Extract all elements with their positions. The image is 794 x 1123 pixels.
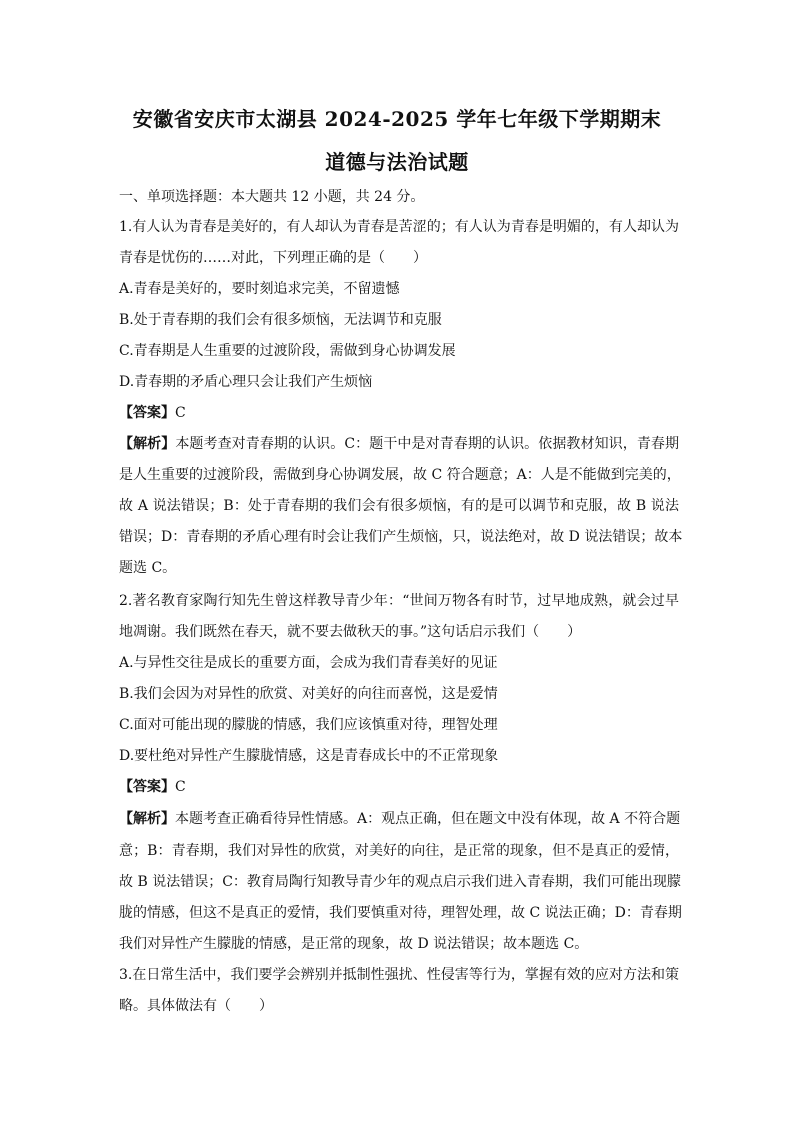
question-1-analysis-line3: 故 A 说法错误；B：处于青春期的我们会有很多烦恼，有的是可以调节和克服，故 B 说法 [119, 498, 679, 514]
question-2-analysis-line1 [119, 810, 679, 828]
answer-label: 【答案】 [119, 779, 175, 795]
question-1-analysis-line1 [119, 435, 679, 453]
analysis-text: 本题考查对青春期的认识。C：题干中是对青春期的认识。依据教材知识，青春期 [175, 436, 679, 452]
answer-value: C [175, 779, 186, 795]
question-1-option-a: A.青春是美好的，要时刻追求完美，不留遗憾 [119, 281, 400, 297]
question-2-stem-line1: 2.著名教育家陶行知先生曾这样教导青少年：“世间万物各有时节，过早地成熟，就会过早 [119, 593, 679, 609]
question-2-analysis-line4: 胧的情感，但这不是真正的爱情，我们要慎重对待，理智处理，故 C 说法正确；D：青春期 [119, 905, 682, 921]
question-2-option-a: A.与异性交往是成长的重要方面，会成为我们青春美好的见证 [119, 655, 498, 671]
answer-label: 【答案】 [119, 405, 175, 421]
question-2-analysis-line2: 意；B：青春期，我们对异性的欣赏，对美好的向往，是正常的现象，但不是真正的爱情， [119, 843, 679, 859]
answer-value: C [175, 405, 186, 421]
question-2-answer [119, 778, 679, 796]
question-1-stem-line1: 1.有人认为青春是美好的，有人却认为青春是苦涩的；有人认为青春是明媚的，有人却认为 [119, 219, 679, 235]
analysis-label: 【解析】 [119, 436, 176, 452]
question-2-analysis-line3: 故 B 说法错误；C：教育局陶行知教导青少年的观点启示我们进入青春期，我们可能出现朦 [119, 874, 681, 890]
question-2-option-b: B.我们会因为对异性的欣赏、对美好的向往而喜悦，这是爱情 [119, 686, 498, 702]
question-2-analysis-line5: 我们对异性产生朦胧的情感，是正常的现象，故 D 说法错误；故本题选 C。 [119, 936, 589, 952]
question-1-analysis-line4: 错误；D：青春期的矛盾心理有时会让我们产生烦恼，只，说法绝对，故 D 说法错误；故本 [119, 529, 683, 545]
question-1-analysis-line5: 题选 C。 [119, 560, 177, 576]
question-3-stem-line1: 3.在日常生活中，我们要学会辨别并抵制性强扰、性侵害等行为，掌握有效的应对方法和策 [119, 967, 679, 983]
question-1-answer [119, 404, 679, 422]
document-title-line2: 道德与法治试题 [325, 150, 469, 174]
question-1-analysis-line2: 是人生重要的过渡阶段，需做到身心协调发展，故 C 符合题意；A：人是不能做到完美的， [119, 467, 681, 483]
analysis-text: 本题考查正确看待异性情感。A：观点正确，但在题文中没有体现，故 A 不符合题 [175, 811, 681, 827]
question-1-stem-line2: 青春是忧伤的……对此，下列理正确的是（ ） [119, 250, 427, 266]
question-2-stem-line2: 地凋谢。我们既然在春天，就不要去做秋天的事。”这句话启示我们（ ） [119, 624, 582, 640]
question-1-option-d: D.青春期的矛盾心理只会让我们产生烦恼 [119, 374, 373, 390]
question-3-stem-line2: 略。具体做法有（ ） [119, 998, 273, 1014]
question-1-option-b: B.处于青春期的我们会有很多烦恼，无法调节和克服 [119, 312, 442, 328]
document-title-line1: 安徽省安庆市太湖县 2024-2025 学年七年级下学期期末 [132, 107, 662, 131]
question-2-option-c: C.面对可能出现的朦胧的情感，我们应该慎重对待，理智处理 [119, 717, 498, 733]
question-2-option-d: D.要杜绝对异性产生朦胧情感，这是青春成长中的不正常现象 [119, 748, 499, 764]
question-1-option-c: C.青春期是人生重要的过渡阶段，需做到身心协调发展 [119, 343, 456, 359]
section-heading: 一、单项选择题：本大题共 12 小题，共 24 分。 [119, 189, 425, 205]
analysis-label: 【解析】 [119, 811, 175, 827]
